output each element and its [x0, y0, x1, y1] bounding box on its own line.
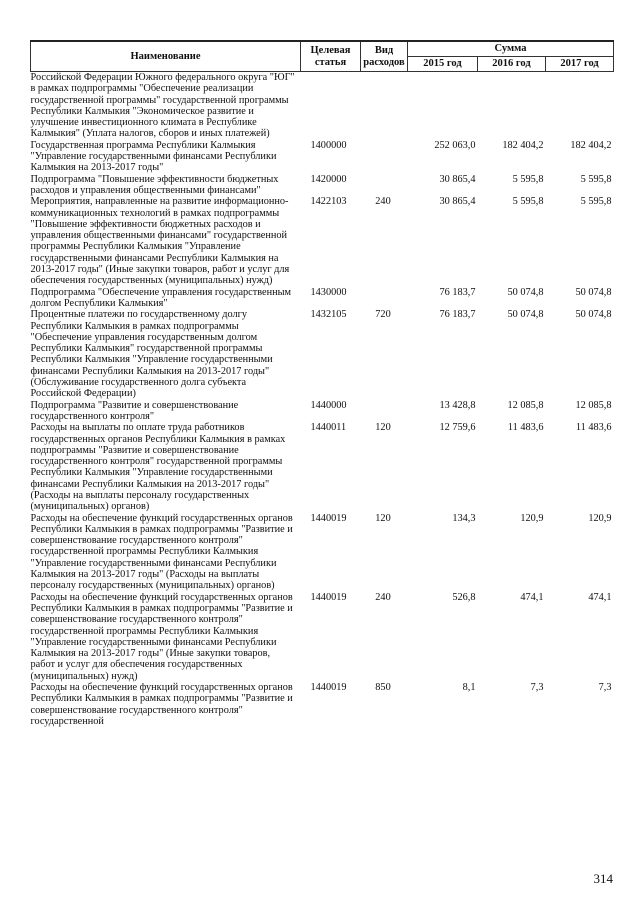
row-sum-2015: 76 183,7: [439, 309, 476, 321]
row-sum-2017: 5 595,8: [580, 173, 612, 185]
row-target-code: 1440019: [310, 682, 347, 694]
header-2015: 2015 год: [408, 57, 478, 72]
table-row: [31, 309, 614, 399]
row-sum-2017: 50 074,8: [575, 309, 612, 321]
header-name: Наименование: [31, 41, 301, 72]
row-sum-2015: 134,3: [452, 512, 476, 524]
row-expense-kind: [361, 140, 408, 174]
row-sum-2017: 11 483,6: [575, 422, 612, 434]
table-row: [31, 196, 614, 286]
row-sum-2015: 12 759,6: [439, 422, 476, 434]
row-sum-2016: 50 074,8: [507, 286, 544, 298]
row-sum-2017: 7,3: [598, 682, 612, 694]
row-expense-kind: 720: [375, 309, 391, 321]
table-body: [31, 72, 614, 728]
row-target-code: 1432105: [310, 309, 347, 321]
row-sum-2016: 120,9: [520, 512, 544, 524]
row-expense-kind: 240: [375, 196, 391, 208]
row-name: Подпрограмма "Обеспечение управления государственным долгом Республики Калмыкия": [30, 286, 292, 309]
row-sum-2015: 76 183,7: [439, 286, 476, 298]
row-name: Подпрограмма "Повышение эффективности бюджетных расходов и управления общественными финансами": [30, 173, 279, 196]
row-sum-2017: 5 595,8: [580, 196, 612, 208]
row-expense-kind: [361, 174, 408, 197]
row-sum-2016: 12 085,8: [507, 399, 544, 411]
row-name: Процентные платежи по государственному долгу Республики Калмыкия в рамках подпрограммы "Обеспечение управления государственным долгом Республики Калмыкия" государственной программы Республики Калмыкия "Управление государственными финансами Республики Калмыкия на 2013-2017 годы" (Обслуживание государственного долга субъекта Российской Федерации): [30, 309, 273, 400]
table-row: [31, 400, 614, 423]
table-row: [31, 72, 614, 140]
header-target: Целевая статья: [301, 41, 361, 72]
table-row: [31, 592, 614, 682]
row-sum-2016: 7,3: [530, 682, 544, 694]
page-number: 314: [593, 871, 613, 886]
table-row: [31, 140, 614, 174]
row-sum-2017: 50 074,8: [575, 286, 612, 298]
header-2016: 2016 год: [478, 57, 546, 72]
row-expense-kind: [361, 72, 408, 140]
row-target-code: 1420000: [310, 173, 347, 185]
header-sum: Сумма: [408, 41, 614, 57]
row-target-code: 1440011: [310, 422, 347, 434]
row-sum-2016: 11 483,6: [507, 422, 544, 434]
table-row: [31, 513, 614, 592]
row-sum-2016: 5 595,8: [512, 196, 544, 208]
row-target-code: 1440019: [310, 512, 347, 524]
header-2017: 2017 год: [546, 57, 614, 72]
row-name: Подпрограмма "Развитие и совершенствование государственного контроля": [30, 399, 239, 422]
row-sum-2015: 8,1: [462, 682, 476, 694]
row-sum-2016: 474,1: [520, 591, 544, 603]
table-row: [31, 174, 614, 197]
row-sum-2015: [408, 72, 478, 140]
row-name: Расходы на обеспечение функций государственных органов Республики Калмыкия в рамках подпрограммы "Развитие и совершенствование государственного контроля" государственной: [30, 682, 293, 727]
row-sum-2015: 526,8: [452, 591, 476, 603]
table-row: [31, 682, 614, 727]
row-target-code: [301, 72, 361, 140]
row-sum-2017: 474,1: [588, 591, 612, 603]
table-header: [31, 41, 614, 72]
row-name: Расходы на обеспечение функций государственных органов Республики Калмыкия в рамках подпрограммы "Развитие и совершенствование государственного контроля" государственной программы Республики Калмыкия "Управление государственными финансами Республики Калмыкия на 2013-2017 годы" (Иные закупки товаров, работ и услуг для обеспечения государственных (муниципальных) нужд): [30, 591, 293, 682]
row-sum-2015: 30 865,4: [439, 196, 476, 208]
row-sum-2015: 252 063,0: [434, 139, 476, 151]
row-sum-2015: 13 428,8: [439, 399, 476, 411]
header-kind: Вид расходов: [361, 41, 408, 72]
row-sum-2017: 182 404,2: [570, 139, 612, 151]
row-target-code: 1430000: [310, 286, 347, 298]
row-sum-2016: 5 595,8: [512, 173, 544, 185]
table-row: [31, 422, 614, 512]
row-expense-kind: 120: [375, 512, 391, 524]
row-sum-2017: [546, 72, 614, 140]
row-target-code: 1400000: [310, 139, 347, 151]
row-target-code: 1422103: [310, 196, 347, 208]
row-name: Расходы на выплаты по оплате труда работников государственных органов Республики Калмыкия в рамках подпрограммы "Развитие и совершенствование государственного контроля" государственной программы Республики Калмыкия "Управление государственными финансами Республики Калмыкия на 2013-2017 годы" (Расходы на выплаты персоналу государственных (муниципальных) органов): [30, 422, 286, 513]
row-name: Мероприятия, направленные на развитие информационно-коммуникационных технологий в рамках подпрограммы "Повышение эффективности бюджетных расходов и управления общественными финансами" государственной программы Республики Калмыкия "Управление государственными финансами Республики Калмыкия на 2013-2017 годы" (Иные закупки товаров, работ и услуг для обеспечения государственных (муниципальных) нужд): [30, 196, 290, 287]
row-sum-2017: 120,9: [588, 512, 612, 524]
budget-table: [30, 40, 614, 727]
row-name: Государственная программа Республики Калмыкия "Управление государственными финансами Республики Калмыкия на 2013-2017 годы": [30, 139, 277, 174]
row-sum-2016: 182 404,2: [502, 139, 544, 151]
row-name: Российской Федерации Южного федерального округа "ЮГ" в рамках подпрограммы "Обеспечение реализации государственной программы" государственной программы Республики Калмыкия "Экономическое развитие и улучшение инвестиционного климата в Республике Калмыкия" (Уплата налогов, сборов и иных платежей): [30, 72, 295, 140]
row-sum-2016: 50 074,8: [507, 309, 544, 321]
table-row: [31, 287, 614, 310]
row-sum-2016: [478, 72, 546, 140]
row-name: Расходы на обеспечение функций государственных органов Республики Калмыкия в рамках подпрограммы "Развитие и совершенствование государственного контроля" государственной программы Республики Калмыкия "Управление государственными финансами Республики Калмыкия на 2013-2017 годы" (Расходы на выплаты персоналу государственных (муниципальных) органов): [30, 512, 293, 592]
row-expense-kind: [361, 287, 408, 310]
row-expense-kind: 120: [375, 422, 391, 434]
row-target-code: 1440019: [310, 591, 347, 603]
row-expense-kind: 240: [375, 591, 391, 603]
row-expense-kind: [361, 400, 408, 423]
row-sum-2015: 30 865,4: [439, 173, 476, 185]
row-target-code: 1440000: [310, 399, 347, 411]
row-expense-kind: 850: [375, 682, 391, 694]
row-sum-2017: 12 085,8: [575, 399, 612, 411]
